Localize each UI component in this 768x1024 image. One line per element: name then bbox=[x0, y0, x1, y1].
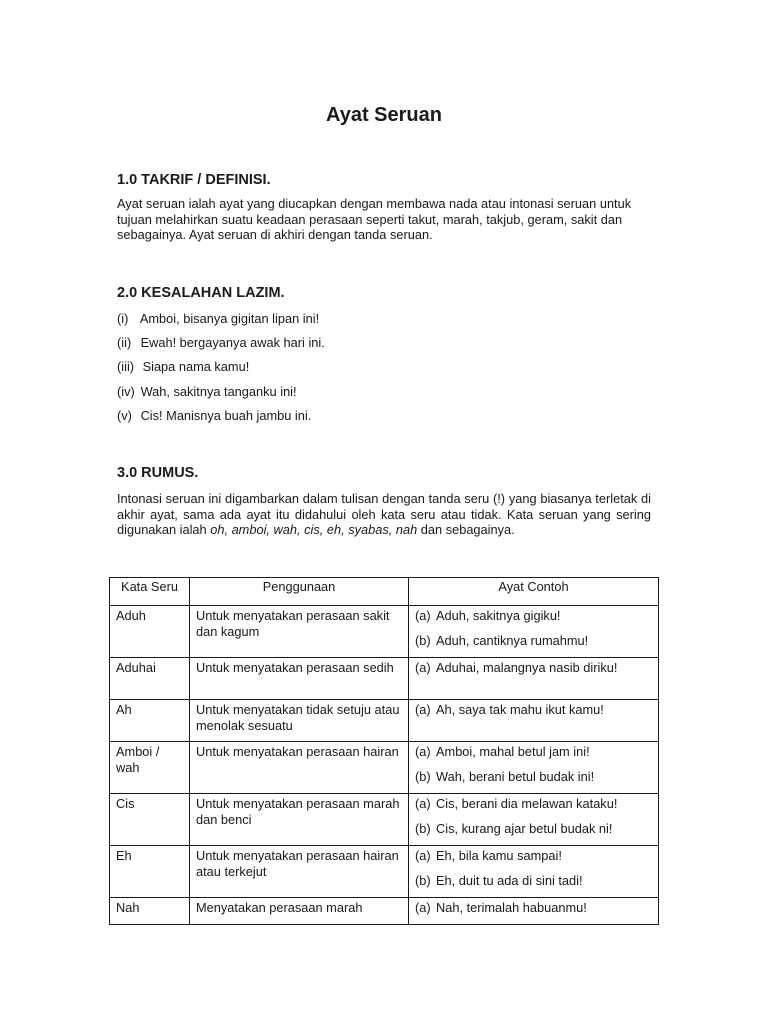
header-ayat-contoh: Ayat Contoh bbox=[409, 578, 659, 606]
example-label: (b) bbox=[415, 872, 431, 888]
table-header-row bbox=[110, 578, 659, 606]
list-item-text: Ewah! bergayanya awak hari ini. bbox=[140, 335, 325, 350]
list-item-number: (v) bbox=[117, 408, 132, 423]
example-sentence bbox=[415, 660, 652, 676]
section1-line: tujuan melahirkan suatu keadaan perasaan seperti takut, marah, takjub, geram, sakit dan bbox=[117, 211, 623, 227]
example-sentence bbox=[415, 821, 652, 837]
list-item-number: (iii) bbox=[117, 359, 135, 374]
example-text: Ah, saya tak mahu ikut kamu! bbox=[436, 702, 604, 717]
cell-kata-seru: Cis bbox=[110, 794, 190, 846]
example-sentence bbox=[415, 769, 652, 785]
cell-kata-seru: Eh bbox=[110, 846, 190, 898]
cell-penggunaan: Untuk menyatakan tidak setuju atau menolak sesuatu bbox=[190, 700, 409, 742]
cell-penggunaan: Untuk menyatakan perasaan sakit dan kagum bbox=[190, 606, 409, 658]
example-sentence bbox=[415, 796, 652, 812]
example-sentence bbox=[415, 744, 652, 760]
list-item-text: Amboi, bisanya gigitan lipan ini! bbox=[139, 311, 320, 326]
example-text: Eh, bila kamu sampai! bbox=[436, 848, 562, 863]
cell-ayat-contoh bbox=[409, 606, 659, 658]
list-item bbox=[117, 311, 319, 326]
section3-italic-words: oh, amboi, wah, cis, eh, syabas, nah bbox=[210, 522, 418, 537]
example-label: (a) bbox=[415, 702, 431, 717]
example-sentence bbox=[415, 900, 652, 916]
header-penggunaan: Penggunaan bbox=[190, 578, 409, 606]
cell-kata-seru: Aduh bbox=[110, 606, 190, 658]
cell-ayat-contoh bbox=[409, 846, 659, 898]
table-row bbox=[110, 898, 659, 925]
example-sentence bbox=[415, 873, 652, 889]
cell-ayat-contoh bbox=[409, 898, 659, 925]
list-item bbox=[117, 335, 325, 350]
section1-line: sebagainya. Ayat seruan di akhiri dengan tanda seruan. bbox=[117, 227, 433, 242]
table-row bbox=[110, 658, 659, 700]
example-label: (b) bbox=[415, 820, 431, 836]
example-label: (a) bbox=[415, 660, 431, 675]
header-kata-seru: Kata Seru bbox=[110, 578, 190, 606]
section3-heading: 3.0 RUMUS. bbox=[117, 465, 199, 481]
example-label: (a) bbox=[415, 848, 431, 863]
example-sentence bbox=[415, 633, 652, 649]
list-item bbox=[117, 359, 249, 374]
section3-paragraph bbox=[117, 491, 651, 538]
example-label: (a) bbox=[415, 796, 431, 811]
table-row bbox=[110, 742, 659, 794]
table-row bbox=[110, 606, 659, 658]
page-title: Ayat Seruan bbox=[326, 104, 442, 126]
example-text: Aduhai, malangnya nasib diriku! bbox=[436, 660, 618, 675]
example-text: Nah, terimalah habuanmu! bbox=[436, 900, 587, 915]
example-sentence bbox=[415, 848, 652, 864]
section3-text-end: dan sebagainya. bbox=[420, 522, 515, 537]
example-sentence bbox=[415, 702, 652, 718]
list-item bbox=[117, 384, 297, 399]
cell-penggunaan: Untuk menyatakan perasaan sedih bbox=[190, 658, 409, 700]
cell-ayat-contoh bbox=[409, 700, 659, 742]
example-label: (a) bbox=[415, 900, 431, 915]
kata-seru-table bbox=[109, 577, 659, 925]
cell-kata-seru: Nah bbox=[110, 898, 190, 925]
cell-kata-seru: Ah bbox=[110, 700, 190, 742]
example-text: Aduh, sakitnya gigiku! bbox=[436, 608, 561, 623]
example-label: (b) bbox=[415, 632, 431, 648]
example-label: (b) bbox=[415, 768, 431, 784]
list-item bbox=[117, 408, 311, 423]
list-item-text: Cis! Manisnya buah jambu ini. bbox=[140, 408, 312, 423]
example-label: (a) bbox=[415, 744, 431, 759]
table-row bbox=[110, 794, 659, 846]
list-item-text: Wah, sakitnya tanganku ini! bbox=[140, 384, 297, 399]
section1-heading: 1.0 TAKRIF / DEFINISI. bbox=[117, 172, 271, 188]
section3-text: Intonasi seruan ini digambarkan dalam tulisan dengan tanda seru (!) yang biasanya terletak di akhir ayat, sama ada ayat itu didahului oleh kata seru atau tidak. Kata seruan yang sering digunakan ialah bbox=[117, 491, 651, 537]
cell-penggunaan: Untuk menyatakan perasaan hairan atau terkejut bbox=[190, 846, 409, 898]
cell-ayat-contoh bbox=[409, 794, 659, 846]
example-text: Aduh, cantiknya rumahmu! bbox=[436, 632, 589, 648]
example-text: Cis, berani dia melawan kataku! bbox=[436, 796, 618, 811]
section1-paragraph bbox=[117, 196, 651, 243]
table-row bbox=[110, 700, 659, 742]
example-text: Eh, duit tu ada di sini tadi! bbox=[436, 872, 583, 888]
section2-heading: 2.0 KESALAHAN LAZIM. bbox=[117, 285, 285, 301]
section1-line: Ayat seruan ialah ayat yang diucapkan dengan membawa nada atau intonasi seruan untuk bbox=[117, 196, 632, 211]
example-text: Wah, berani betul budak ini! bbox=[436, 768, 595, 784]
example-label: (a) bbox=[415, 608, 431, 623]
table-row bbox=[110, 846, 659, 898]
list-item-text: Siapa nama kamu! bbox=[142, 359, 250, 374]
list-item-number: (ii) bbox=[117, 335, 132, 350]
example-text: Amboi, mahal betul jam ini! bbox=[436, 744, 590, 759]
cell-penggunaan: Untuk menyatakan perasaan marah dan benci bbox=[190, 794, 409, 846]
list-item-number: (i) bbox=[117, 311, 129, 326]
example-sentence bbox=[415, 608, 652, 624]
cell-ayat-contoh bbox=[409, 742, 659, 794]
example-text: Cis, kurang ajar betul budak ni! bbox=[436, 820, 613, 836]
cell-ayat-contoh bbox=[409, 658, 659, 700]
cell-kata-seru: Aduhai bbox=[110, 658, 190, 700]
list-item-number: (iv) bbox=[117, 384, 135, 399]
cell-kata-seru: Amboi / wah bbox=[110, 742, 190, 794]
cell-penggunaan: Menyatakan perasaan marah bbox=[190, 898, 409, 925]
cell-penggunaan: Untuk menyatakan perasaan hairan bbox=[190, 742, 409, 794]
